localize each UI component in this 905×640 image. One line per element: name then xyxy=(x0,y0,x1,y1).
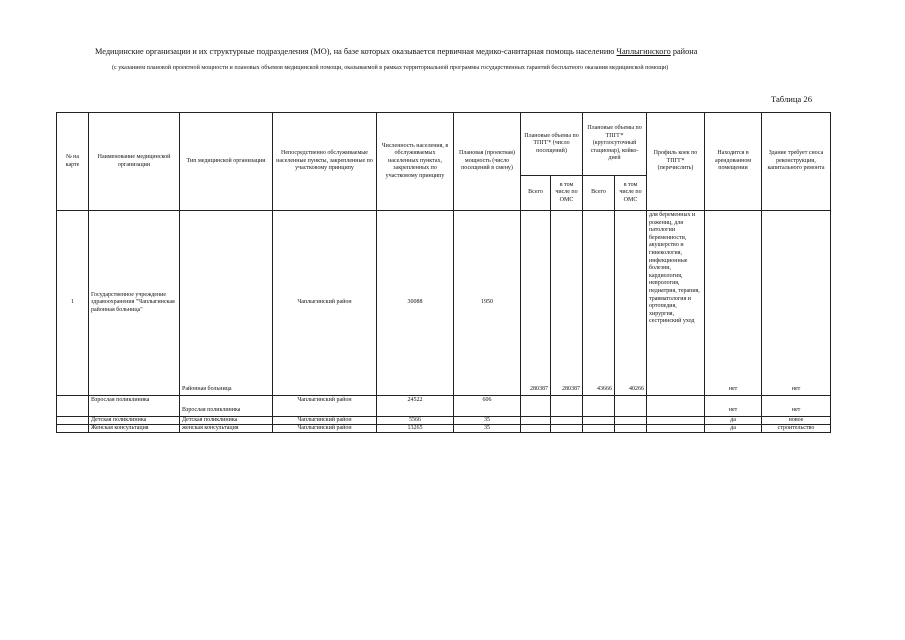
table-row xyxy=(57,425,831,433)
row-served: Чаплыгинский район xyxy=(273,425,377,433)
title-main: Медицинские организации и их структурные подразделения (МО), на базе которых оказывается первичная медико-санитарная помощь населению xyxy=(95,47,615,56)
row-rented: да xyxy=(705,417,762,425)
row-rented: да xyxy=(705,425,762,433)
document-subtitle: (с указанием плановой проектной мощности и плановых объемов медицинской помощи, оказываемой в рамках территориальной программы государственных гарантий бесплатного оказания медицинской помощи) xyxy=(112,65,669,71)
header-type: Тип медицинской организации xyxy=(180,113,273,211)
row-type: Детская поликлиника xyxy=(180,417,273,425)
header-population: Численность населения, в обслуживаемых населенных пунктах, закрепленных по участковому принципу xyxy=(377,113,454,211)
header-visits-total: Всего xyxy=(521,176,551,211)
row-population: 5566 xyxy=(377,417,454,425)
row-served: Чаплыгинский район xyxy=(273,396,377,417)
title-district: Чаплыгинского xyxy=(616,47,671,56)
header-daystay: Плановые объемы по ТПГГ* (круглосуточный стационар), койко-дней xyxy=(583,113,647,176)
header-num: № на карте xyxy=(57,113,89,211)
row-population: 13265 xyxy=(377,425,454,433)
row-rented: нет xyxy=(705,211,762,396)
row-type: Районная больница xyxy=(180,211,273,396)
row-capacity: 606 xyxy=(454,396,521,417)
row-capacity: 35 xyxy=(454,417,521,425)
row-capacity: 1950 xyxy=(454,211,521,396)
header-visits: Плановые объемы по ТПГГ* (число посещений) xyxy=(521,113,583,176)
header-rented: Находится в арендованном помещении xyxy=(705,113,762,211)
row-day-total: 43666 xyxy=(583,211,615,396)
row-rented: нет xyxy=(705,396,762,417)
row-name: Женская консультация xyxy=(89,425,180,433)
row-profile: для беременных и рожениц, для патологии беременности, акушерство и гинекология, инфекционные болезни, кардиология, неврология, педиатрия, терапия, травматология и ортопедия, хирургия, сестринский уход xyxy=(647,211,705,396)
row-day-oms: 40266 xyxy=(615,211,647,396)
row-type: Взрослая поликлиника xyxy=(180,396,273,417)
table-row xyxy=(57,211,831,396)
row-served: Чаплыгинский район xyxy=(273,211,377,396)
row-population: 30088 xyxy=(377,211,454,396)
title-suffix: района xyxy=(672,47,698,56)
row-name: Детская поликлиника xyxy=(89,417,180,425)
row-name: Взрослая поликлиника xyxy=(89,396,180,417)
row-served: Чаплыгинский район xyxy=(273,417,377,425)
header-profile: Профиль коек по ТПГГ* (перечислить) xyxy=(647,113,705,211)
table-row xyxy=(57,417,831,425)
table-number: Таблица 26 xyxy=(770,94,812,104)
row-repair: нет xyxy=(762,211,831,396)
row-repair: новое xyxy=(762,417,831,425)
header-repair: Здание требует сноса реконструкции, капитального ремонта xyxy=(762,113,831,211)
table-row xyxy=(57,396,831,417)
row-capacity: 35 xyxy=(454,425,521,433)
header-row xyxy=(57,113,831,176)
row-type: женская консультация xyxy=(180,425,273,433)
header-day-total: Всего xyxy=(583,176,615,211)
row-visits-total: 280387 xyxy=(521,211,551,396)
row-repair: строительство xyxy=(762,425,831,433)
header-day-oms: в том числе по ОМС xyxy=(615,176,647,211)
document-title xyxy=(95,46,697,57)
header-served: Непосредственно обслуживаемые населенные пункты, закрепленные по участковому принципу xyxy=(273,113,377,211)
row-name: Государственное учреждение здравоохранения "Чаплыгинская районная больница" xyxy=(89,211,180,396)
header-name: Наименование медицинской организации xyxy=(89,113,180,211)
row-visits-oms: 280387 xyxy=(551,211,583,396)
row-repair: нет xyxy=(762,396,831,417)
organizations-table xyxy=(56,112,831,433)
header-capacity: Плановая (проектная) мощность (число посещений в смену) xyxy=(454,113,521,211)
header-visits-oms: в том числе по ОМС xyxy=(551,176,583,211)
row-population: 24522 xyxy=(377,396,454,417)
row-num: 1 xyxy=(57,211,89,396)
